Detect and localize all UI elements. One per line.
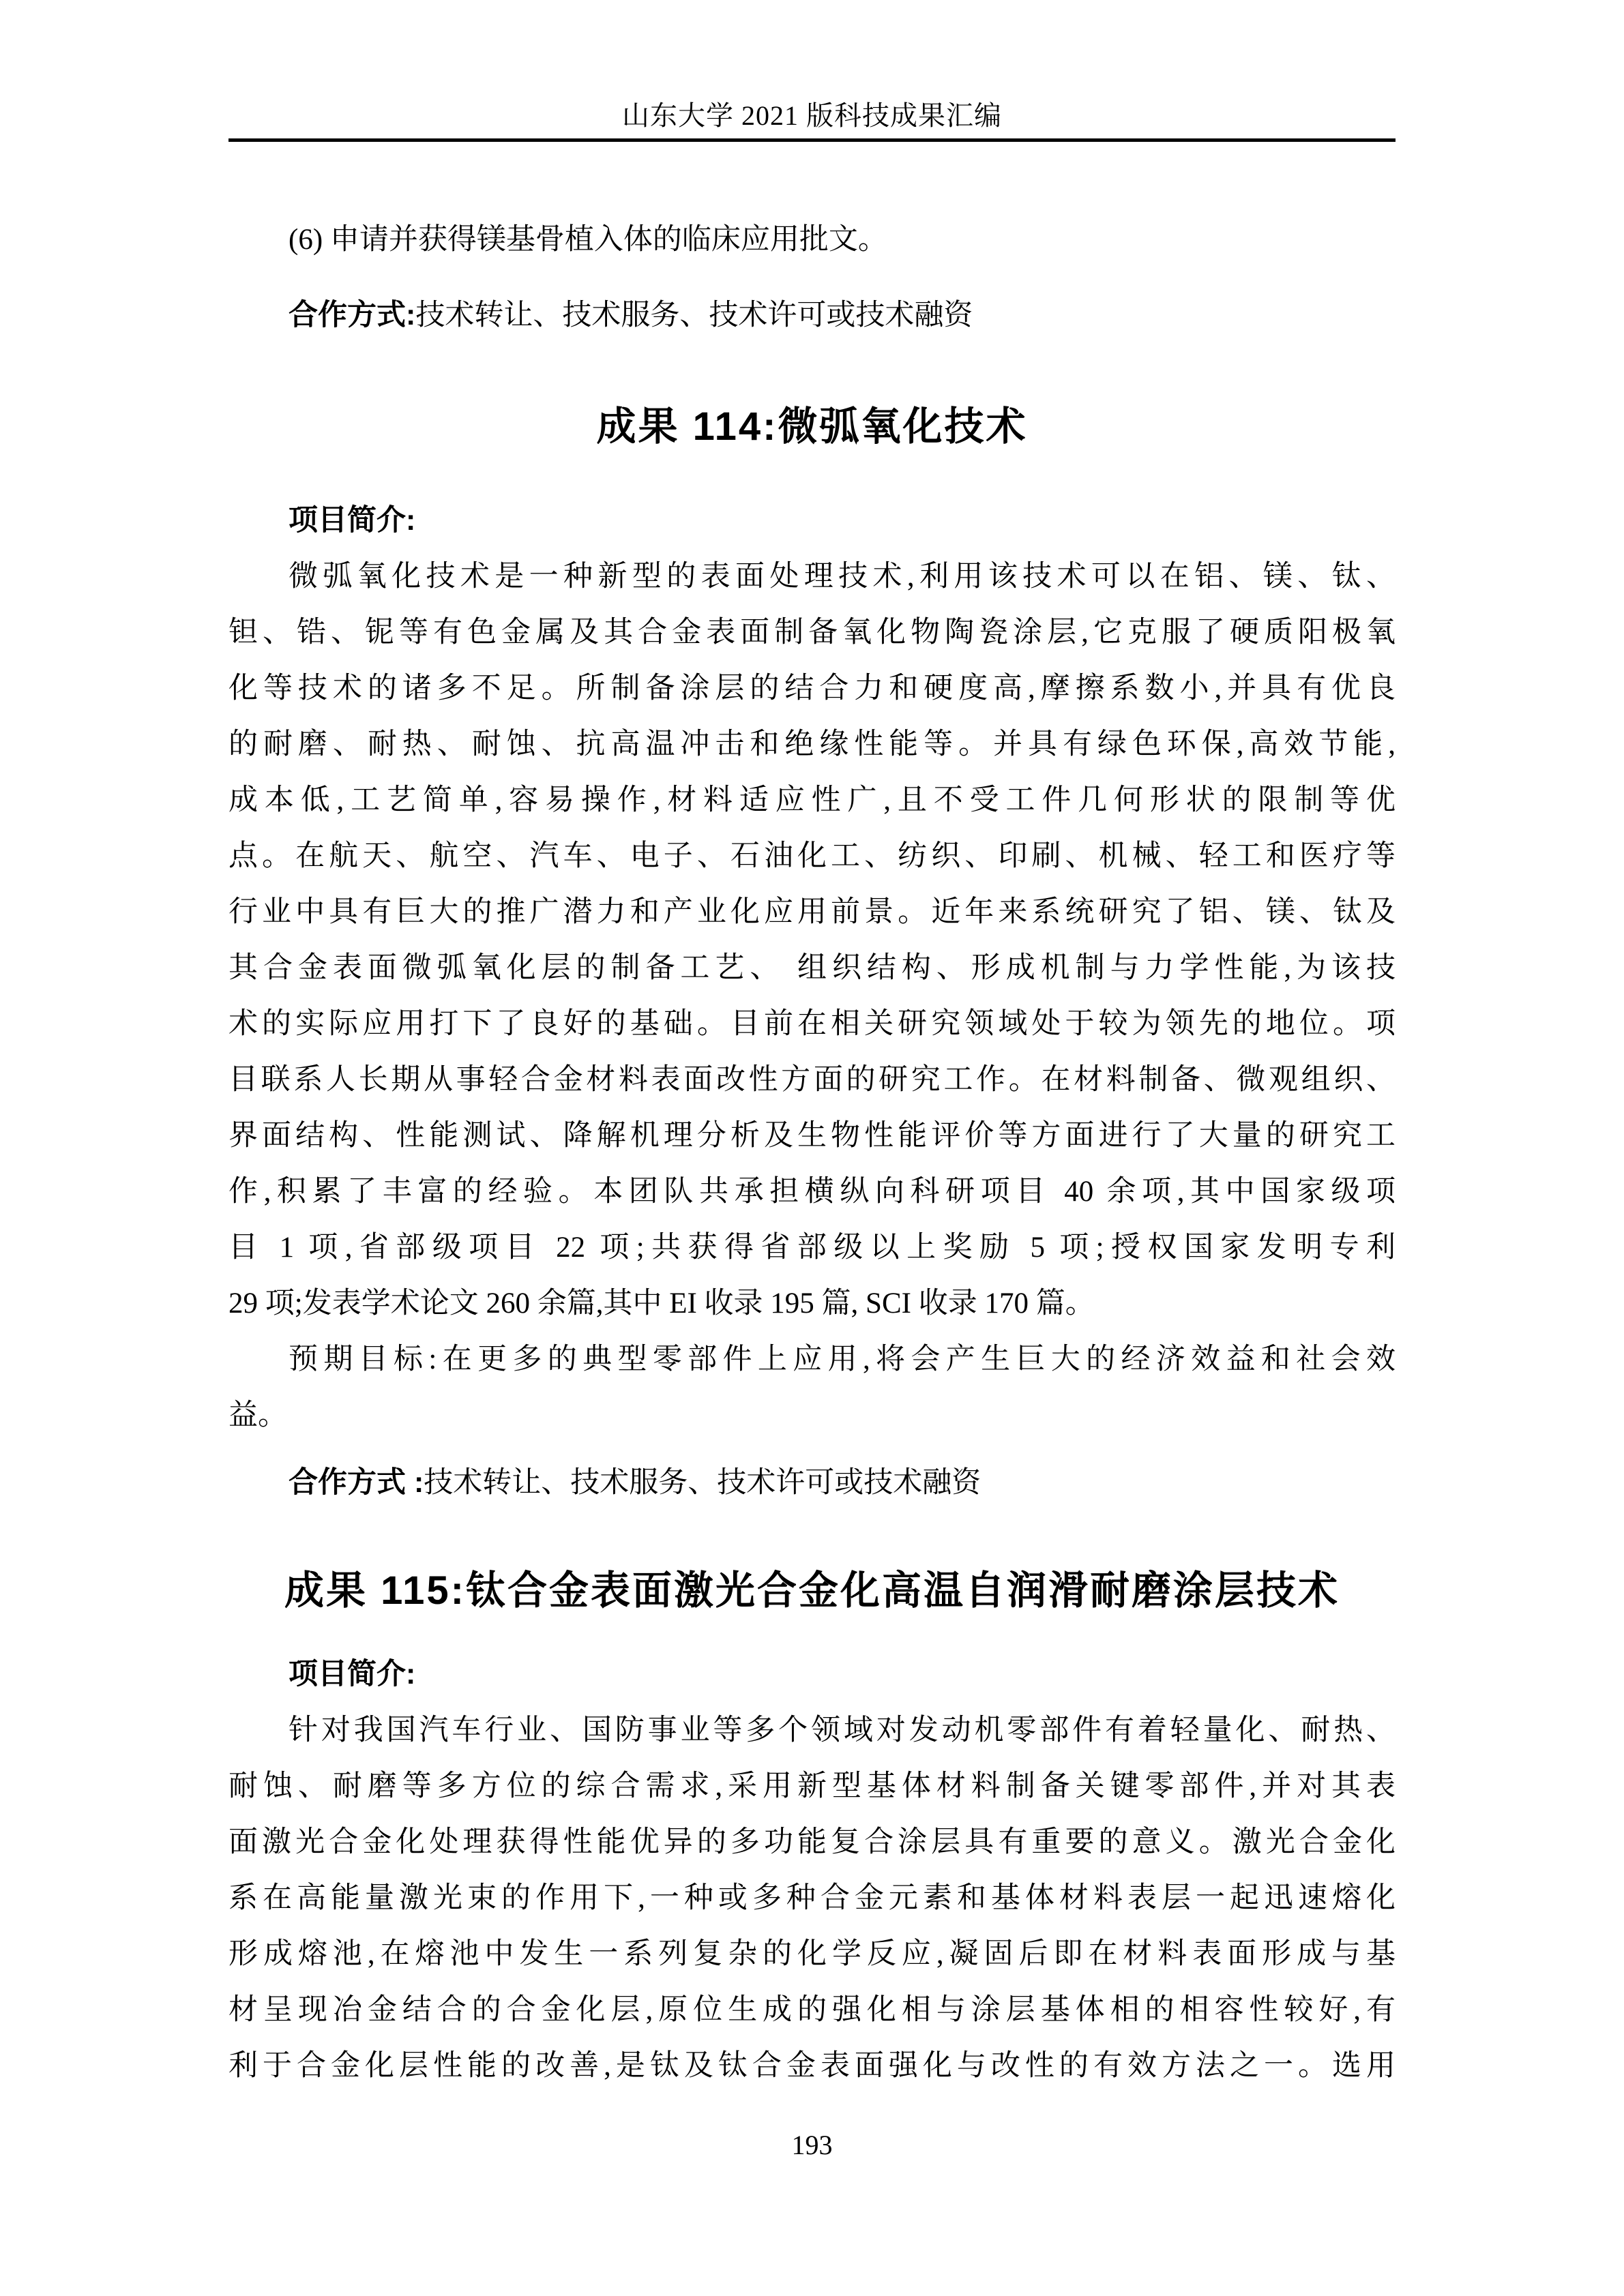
paragraph-line: 目 1 项,省部级项目 22 项;共获得省部级以上奖励 5 项;授权国家发明专利 [228,1232,1396,1264]
paragraph-line: 化等技术的诸多不足。所制备涂层的结合力和硬度高,摩擦系数小,并具有优良 [228,672,1396,704]
paragraph-line: 成本低,工艺简单,容易操作,材料适应性广,且不受工件几何形状的限制等优 [228,784,1396,816]
section-heading: 成果 114:微弧氧化技术 [596,404,1028,449]
paragraph-line: 目联系人长期从事轻合金材料表面改性方面的研究工作。在材料制备、微观组织、 [228,1064,1396,1096]
bold-label: 合作方式: [289,299,416,331]
paragraph-line: 材呈现冶金结合的合金化层,原位生成的强化相与涂层基体相的相容性较好,有 [228,1994,1396,2026]
bold-label: 合作方式 : [289,1466,424,1499]
paragraph-line: 点。在航天、航空、汽车、电子、石油化工、纺织、印刷、机械、轻工和医疗等 [228,840,1396,872]
paragraph-line: 术的实际应用打下了良好的基础。目前在相关研究领域处于较为领先的地位。项 [228,1008,1396,1040]
coop-114 [228,287,1396,344]
bold-label: 项目简介: [289,1658,416,1690]
line-text: (6) 申请并获得镁基骨植入体的临床应用批文。 [289,224,887,256]
page-number: 193 [791,2130,833,2160]
paragraph-line: 钽、锆、铌等有色金属及其合金表面制备氧化物陶瓷涂层,它克服了硬质阳极氧 [228,616,1396,648]
line-6 [228,212,1396,268]
page-header-title: 山东大学 2021 版科技成果汇编 [622,100,1002,131]
paragraph-line: 利于合金化层性能的改善,是钛及钛合金表面强化与改性的有效方法之一。选用 [228,2050,1396,2082]
paragraph-line: 行业中具有巨大的推广潜力和产业化应用前景。近年来系统研究了铝、镁、钛及 [228,896,1396,928]
paragraph-line: 益。 [228,1399,287,1431]
document-body [228,142,1396,2094]
paragraph-line: 系在高能量激光束的作用下,一种或多种合金元素和基体材料表层一起迅速熔化 [228,1882,1396,1914]
intro-114 [228,492,1396,549]
coop-115 [228,1455,1396,1511]
line-text: 技术转让、技术服务、技术许可或技术融资 [424,1467,981,1499]
paragraph-line: 微弧氧化技术是一种新型的表面处理技术,利用该技术可以在铝、镁、钛、 [289,561,1396,593]
paragraph-line: 的耐磨、耐热、耐蚀、抗高温冲击和绝缘性能等。并具有绿色环保,高效节能, [228,728,1396,760]
bold-label: 项目简介: [289,504,416,537]
paragraph-line: 耐蚀、耐磨等多方位的综合需求,采用新型基体材料制备关键零部件,并对其表 [228,1770,1396,1802]
paragraph-line: 界面结构、性能测试、降解机理分析及生物性能评价等方面进行了大量的研究工 [228,1120,1396,1152]
paragraph-line: 预期目标:在更多的典型零部件上应用,将会产生巨大的经济效益和社会效 [289,1343,1396,1375]
line-text: 技术转让、技术服务、技术许可或技术融资 [415,299,973,331]
paragraph-line: 29 项;发表学术论文 260 余篇,其中 EI 收录 195 篇, SCI 收录 170 篇。 [228,1287,1095,1320]
intro-115 [228,1646,1396,1703]
paragraph-line: 形成熔池,在熔池中发生一系列复杂的化学反应,凝固后即在材料表面形成与基 [228,1938,1396,1970]
paragraph-line: 其合金表面微弧氧化层的制备工艺、 组织结构、形成机制与力学性能,为该技 [228,952,1396,984]
paragraph-line: 作,积累了丰富的经验。本团队共承担横纵向科研项目 40 余项,其中国家级项 [228,1176,1396,1208]
paragraph-line: 面激光合金化处理获得性能优异的多功能复合涂层具有重要的意义。激光合金化 [228,1826,1396,1858]
paragraph-line: 针对我国汽车行业、国防事业等多个领域对发动机零部件有着轻量化、耐热、 [289,1714,1396,1746]
section-heading: 成果 115:钛合金表面激光合金化高温自润滑耐磨涂层技术 [284,1568,1340,1613]
